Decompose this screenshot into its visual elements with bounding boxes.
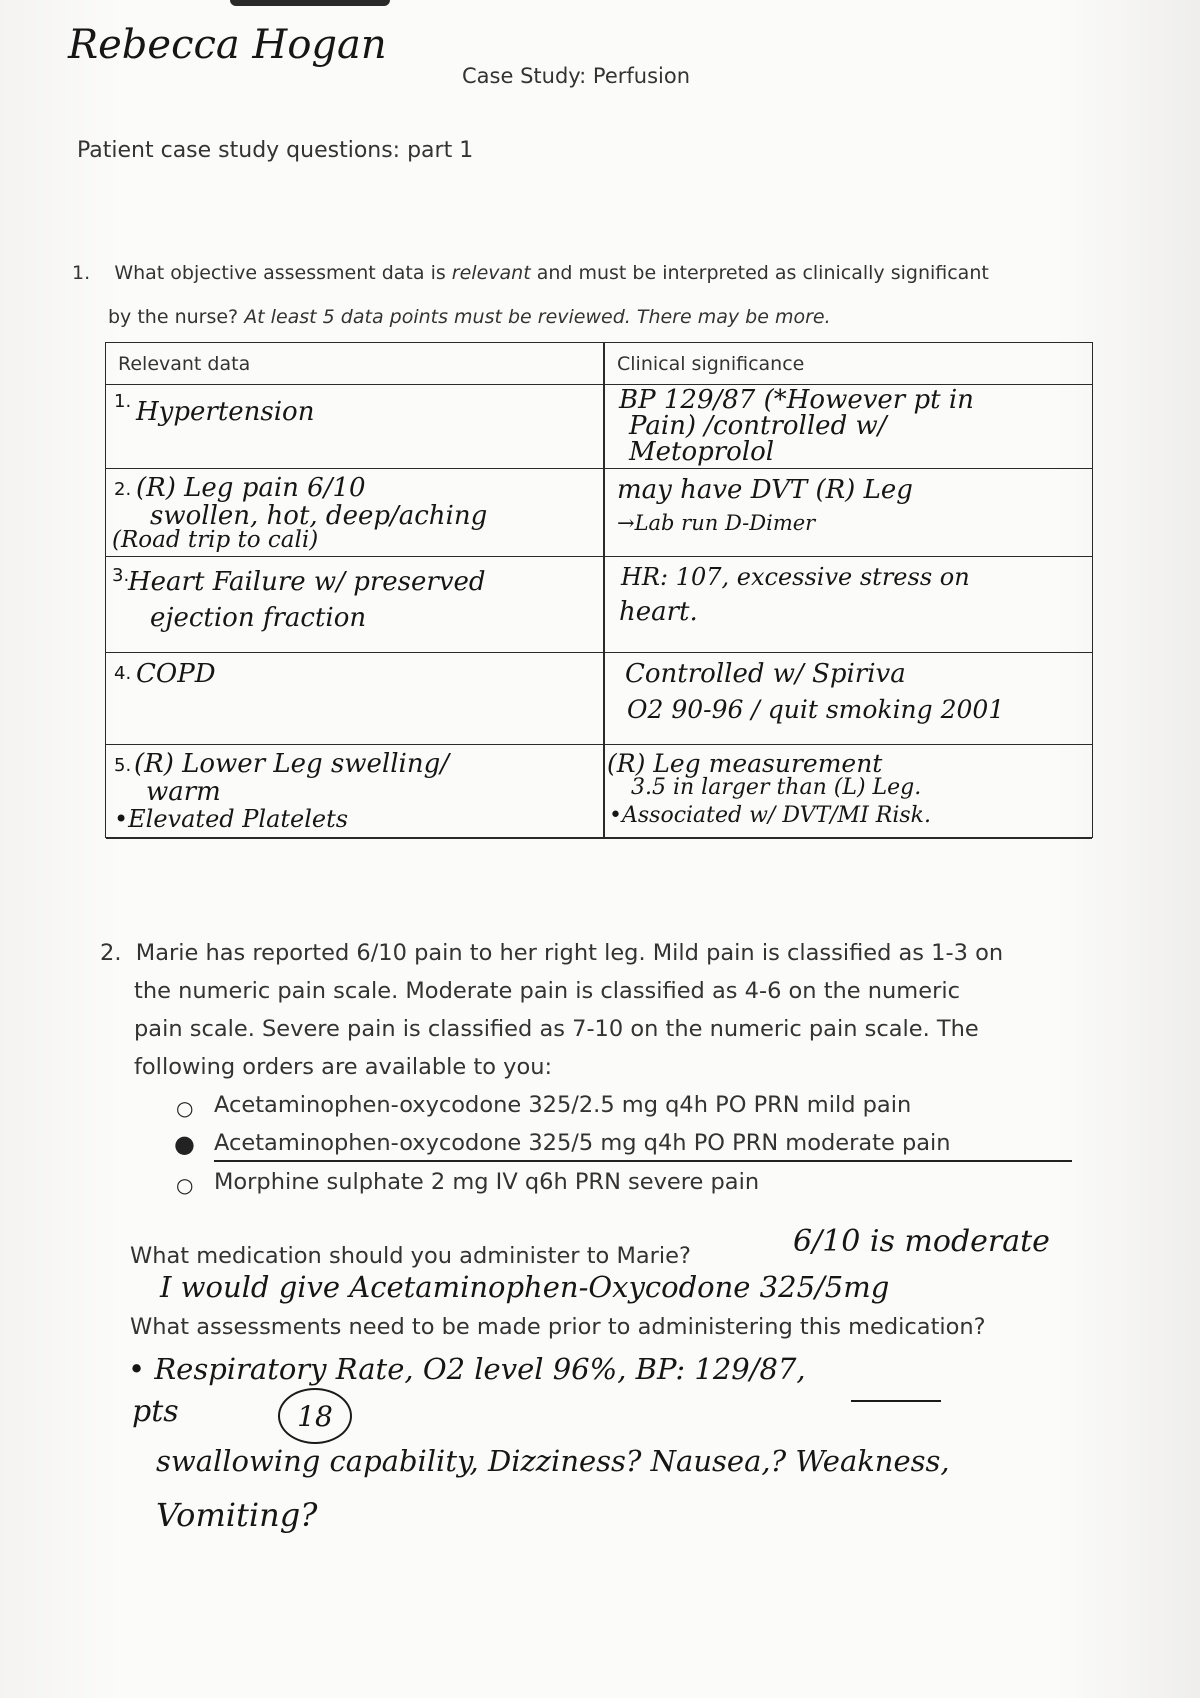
document-title: Case Study: Perfusion	[462, 64, 691, 88]
answer-medication-handwritten: 6/10 is moderate	[793, 1224, 1050, 1259]
order-option-moderate-selected: Acetaminophen-oxycodone 325/5 mg q4h PO PRN moderate pain	[214, 1130, 951, 1156]
table-row: 2. (R) Leg pain 6/10 swollen, hot, deep/aching (Road trip to cali) may have DVT (R) Leg →Lab run D-Dimer	[106, 469, 1092, 557]
question-1-text: 1. What objective assessment data is relevant and must be interpreted as clinically significant	[72, 262, 989, 284]
filled-bullet-icon: ●	[174, 1130, 195, 1158]
question-2-number: 2.	[100, 940, 122, 966]
significance-cell: BP 129/87 (*However pt in	[619, 385, 974, 415]
question-1-number: 1.	[72, 262, 91, 284]
answer-medication-handwritten-line2: I would give Acetaminophen-Oxycodone 325/5mg	[160, 1270, 890, 1304]
table-row: 4. COPD Controlled w/ Spiriva O2 90-96 / quit smoking 2001	[106, 653, 1092, 745]
question-2-text-line3: pain scale. Severe pain is classified as 7-10 on the numeric pain scale. The	[134, 1016, 979, 1042]
table-row: 5. (R) Lower Leg swelling/ warm •Elevated Platelets (R) Leg measurement 3.5 in larger than (L) Leg. •Associated w/ DVT/MI Risk.	[106, 745, 1092, 839]
header-clinical-significance: Clinical significance	[617, 353, 805, 375]
hollow-bullet-icon: ○	[176, 1173, 194, 1197]
question-2-text-line4: following orders are available to you:	[134, 1054, 553, 1080]
scan-edge-mark	[230, 0, 390, 6]
significance-cell: Controlled w/ Spiriva	[625, 659, 906, 689]
table-row: 3. Heart Failure w/ preserved ejection fraction HR: 107, excessive stress on heart.	[106, 557, 1092, 653]
section-heading: Patient case study questions: part 1	[77, 138, 474, 163]
answer-assessments-handwritten-line2: pts	[132, 1394, 179, 1429]
answer-assessments-handwritten: • Respiratory Rate, O2 level 96%, BP: 129/87,	[128, 1352, 806, 1386]
table-row: 1. Hypertension BP 129/87 (*However pt in Pain) /controlled w/ Metoprolol	[106, 385, 1092, 469]
table-header-row	[106, 343, 1092, 385]
circled-number: 18	[278, 1388, 352, 1444]
header-relevant-data: Relevant data	[118, 353, 251, 375]
answer-assessments-handwritten-line4: Vomiting?	[156, 1496, 318, 1534]
relevant-cell: (R) Lower Leg swelling/	[134, 749, 450, 779]
significance-cell: (R) Leg measurement	[607, 749, 883, 778]
bp-underline	[851, 1400, 941, 1402]
hollow-bullet-icon: ○	[176, 1096, 194, 1120]
relevant-cell: COPD	[136, 659, 216, 689]
relevant-cell: Hypertension	[136, 397, 315, 427]
prompt-assessments: What assessments need to be made prior to administering this medication?	[130, 1314, 986, 1340]
order-option-severe: Morphine sulphate 2 mg IV q6h PRN severe pain	[214, 1169, 760, 1195]
question-2-text: 2. Marie has reported 6/10 pain to her right leg. Mild pain is classified as 1-3 on	[100, 940, 1004, 966]
answer-assessments-handwritten-line3: swallowing capability, Dizziness? Nausea,? Weakness,	[156, 1444, 950, 1478]
order-option-mild: Acetaminophen-oxycodone 325/2.5 mg q4h PO PRN mild pain	[214, 1092, 912, 1118]
relevant-cell: (R) Leg pain 6/10	[136, 473, 366, 503]
significance-cell: HR: 107, excessive stress on	[621, 563, 970, 591]
table-column-divider	[603, 343, 605, 837]
question-1-text-line2: by the nurse? At least 5 data points must be reviewed. There may be more.	[108, 306, 831, 328]
question-2-text-line2: the numeric pain scale. Moderate pain is classified as 4-6 on the numeric	[134, 978, 960, 1004]
prompt-medication: What medication should you administer to Marie?	[130, 1243, 691, 1269]
relevant-cell: Heart Failure w/ preserved	[128, 567, 486, 597]
selection-underline	[214, 1160, 1072, 1162]
assessment-table	[105, 342, 1093, 838]
significance-cell: may have DVT (R) Leg	[617, 475, 913, 505]
student-name-handwritten: Rebecca Hogan	[68, 22, 387, 68]
